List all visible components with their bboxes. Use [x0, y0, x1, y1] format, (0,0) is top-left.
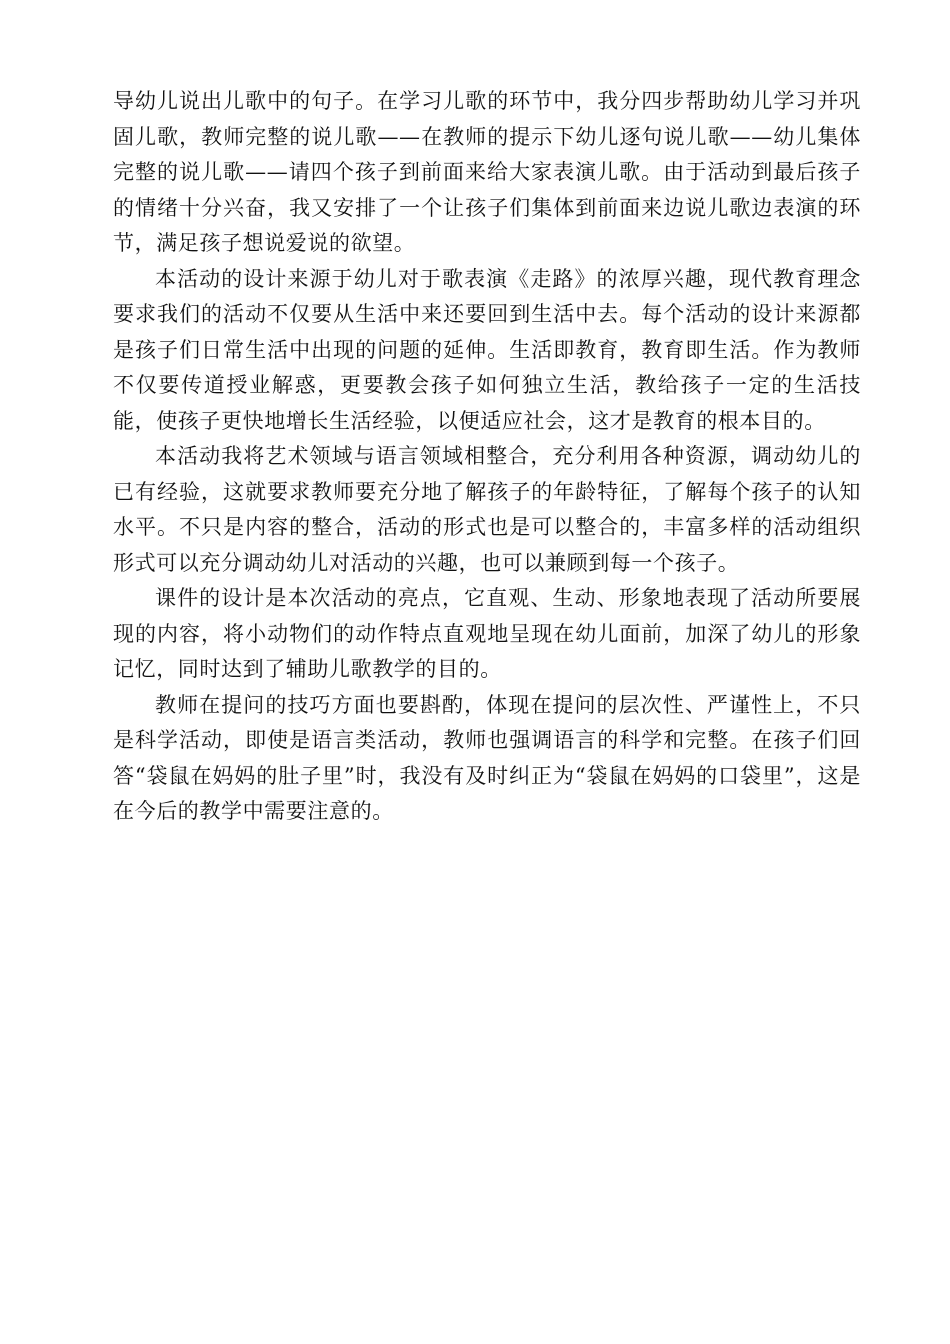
document-body — [113, 84, 861, 830]
paragraph-integration: 本活动我将艺术领域与语言领域相整合，充分利用各种资源，调动幼儿的已有经验，这就要求教师要充分地了解孩子的年龄特征，了解每个孩子的认知水平。不只是内容的整合，活动的形式也是可以整合的，丰富多样的活动组织形式可以充分调动幼儿对活动的兴趣，也可以兼顾到每一个孩子。 — [113, 444, 861, 575]
paragraph-questioning: 教师在提问的技巧方面也要斟酌，体现在提问的层次性、严谨性上，不只是科学活动，即使是语言类活动，教师也强调语言的科学和完整。在孩子们回答“袋鼠在妈妈的肚子里”时，我没有及时纠正为“袋鼠在妈妈的口袋里”，这是在今后的教学中需要注意的。 — [113, 692, 861, 823]
paragraph-design-origin: 本活动的设计来源于幼儿对于歌表演《走路》的浓厚兴趣，现代教育理念要求我们的活动不仅要从生活中来还要回到生活中去。每个活动的设计来源都是孩子们日常生活中出现的问题的延伸。生活即教育，教育即生活。作为教师不仅要传道授业解惑，更要教会孩子如何独立生活，教给孩子一定的生活技能，使孩子更快地增长生活经验，以便适应社会，这才是教育的根本目的。 — [113, 266, 861, 433]
paragraph-continuation: 导幼儿说出儿歌中的句子。在学习儿歌的环节中，我分四步帮助幼儿学习并巩固儿歌，教师完整的说儿歌——在教师的提示下幼儿逐句说儿歌——幼儿集体完整的说儿歌——请四个孩子到前面来给大家表演儿歌。由于活动到最后孩子的情绪十分兴奋，我又安排了一个让孩子们集体到前面来边说儿歌边表演的环节，满足孩子想说爱说的欲望。 — [113, 89, 861, 255]
paragraph-courseware: 课件的设计是本次活动的亮点，它直观、生动、形象地表现了活动所要展现的内容，将小动物们的动作特点直观地呈现在幼儿面前，加深了幼儿的形象记忆，同时达到了辅助儿歌教学的目的。 — [113, 586, 861, 681]
